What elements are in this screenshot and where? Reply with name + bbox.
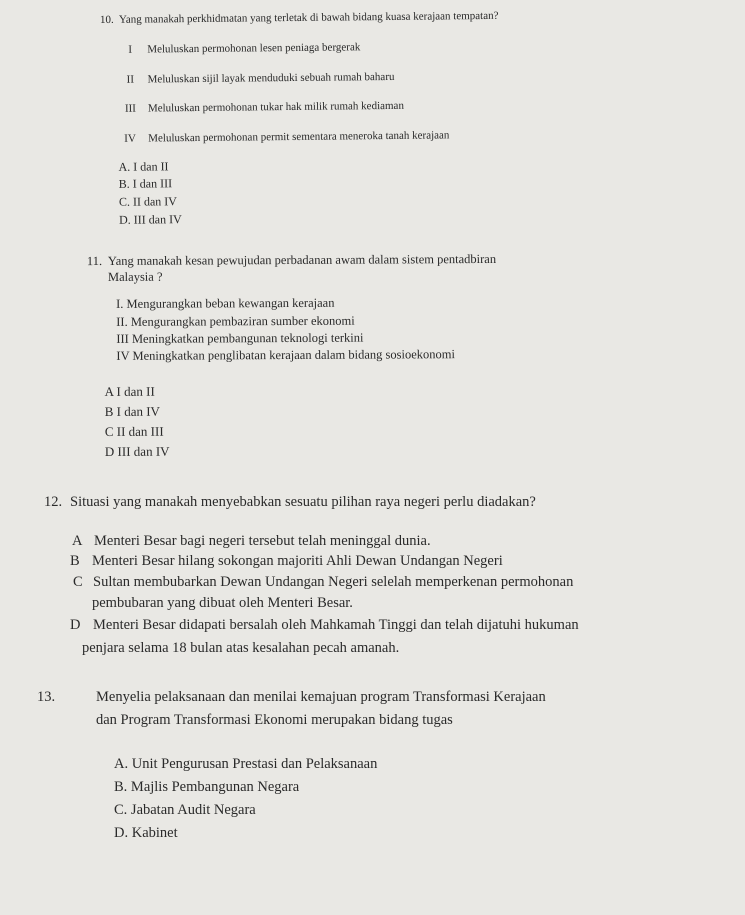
statement-text: Meluluskan permohonan tukar hak milik rumah kediaman xyxy=(147,99,404,115)
statement-roman: I xyxy=(128,43,133,56)
answer-option-d[interactable]: D. III dan IV xyxy=(119,212,182,227)
statement-text: Meluluskan permohonan lesen peniaga bergerak xyxy=(147,41,361,56)
question-stem-line-2: dan Program Transformasi Ekonomi merupakan bidang tugas xyxy=(96,712,453,728)
answer-option-a[interactable]: A I dan II xyxy=(104,383,155,399)
question-stem-line-1: Yang manakah kesan pewujudan perbadanan awam dalam sistem pentadbiran xyxy=(107,251,497,268)
statement-text: Meluluskan permohonan permit sementara meneroka tanah kerajaan xyxy=(148,129,450,145)
question-number: 13. xyxy=(37,689,56,705)
statement: III Meningkatkan pembangunan teknologi terkini xyxy=(116,330,364,346)
question-number: 12. xyxy=(44,494,63,510)
statement-roman: II xyxy=(126,73,135,86)
answer-option-b[interactable]: B. I dan III xyxy=(118,176,173,191)
answer-option-a[interactable]: Menteri Besar bagi negeri tersebut telah meninggal dunia. xyxy=(94,533,431,549)
question-number: 11. xyxy=(86,253,103,269)
answer-option-c[interactable]: Sultan membubarkan Dewan Undangan Negeri selelah memperkenan permohonan xyxy=(93,574,574,590)
answer-option-d-line-2[interactable]: penjara selama 18 bulan atas kesalahan pecah amanah. xyxy=(82,640,400,656)
answer-option-d[interactable]: Menteri Besar didapati bersalah oleh Mahkamah Tinggi dan telah dijatuhi hukuman xyxy=(93,617,579,633)
answer-option-b[interactable]: B. Majlis Pembangunan Negara xyxy=(114,779,300,795)
answer-option-letter[interactable]: C xyxy=(73,574,83,590)
statement-roman: III xyxy=(124,102,136,115)
question-stem: Situasi yang manakah menyebabkan sesuatu pilihan raya negeri perlu diadakan? xyxy=(70,494,536,510)
answer-option-a[interactable]: A. I dan II xyxy=(118,159,169,174)
statement: IV Meningkatkan penglibatan kerajaan dalam bidang sosioekonomi xyxy=(116,347,456,363)
answer-option-b[interactable]: B I dan IV xyxy=(104,403,160,419)
answer-option-c[interactable]: C. Jabatan Audit Negara xyxy=(114,802,256,818)
question-stem: Yang manakah perkhidmatan yang terletak di bawah bidang kuasa kerajaan tempatan? xyxy=(118,9,499,26)
statement: II. Mengurangkan pembaziran sumber ekonomi xyxy=(116,313,355,329)
answer-option-letter[interactable]: D xyxy=(70,617,81,633)
question-stem-line-2: Malaysia ? xyxy=(107,269,163,284)
statement-roman: IV xyxy=(124,132,136,145)
answer-option-d[interactable]: D. Kabinet xyxy=(114,825,178,841)
answer-option-d[interactable]: D III dan IV xyxy=(104,443,170,459)
answer-option-b[interactable]: Menteri Besar hilang sokongan majoriti Ahli Dewan Undangan Negeri xyxy=(92,553,503,569)
answer-option-c[interactable]: C II dan III xyxy=(104,423,164,439)
answer-option-letter[interactable]: B xyxy=(70,553,80,569)
statement: I. Mengurangkan beban kewangan kerajaan xyxy=(116,295,335,311)
statement-text: Meluluskan sijil layak menduduki sebuah rumah baharu xyxy=(147,70,395,86)
question-number: 10. xyxy=(99,13,114,26)
question-stem-line-1: Menyelia pelaksanaan dan menilai kemajuan program Transformasi Kerajaan xyxy=(96,689,546,705)
answer-option-c[interactable]: C. II dan IV xyxy=(118,194,177,209)
answer-option-c-line-2[interactable]: pembubaran yang dibuat oleh Menteri Besar. xyxy=(92,595,353,611)
answer-option-a[interactable]: A. Unit Pengurusan Prestasi dan Pelaksanaan xyxy=(114,756,378,772)
answer-option-letter[interactable]: A xyxy=(72,533,83,549)
